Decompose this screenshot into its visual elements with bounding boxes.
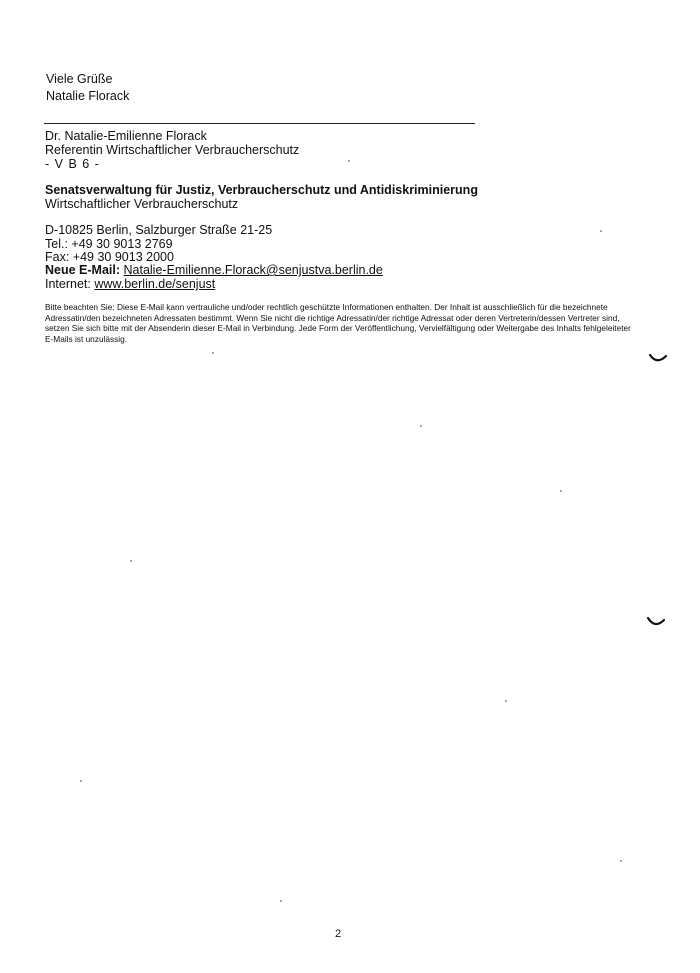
scan-speck bbox=[80, 780, 82, 782]
closing-greeting bbox=[46, 71, 129, 105]
email-link[interactable]: Natalie-Emilienne.Florack@senjustva.berlin.de bbox=[123, 263, 383, 277]
internet-link[interactable]: www.berlin.de/senjust bbox=[94, 277, 216, 291]
phone-value: +49 30 9013 2769 bbox=[71, 237, 173, 251]
scan-mark-icon bbox=[646, 614, 666, 630]
scan-speck bbox=[130, 560, 132, 562]
organization-title: Senatsverwaltung für Justiz, Verbraucherschutz und Antidiskriminierung bbox=[45, 183, 478, 197]
phone-label: Tel.: bbox=[45, 237, 68, 251]
fax-value: +49 30 9013 2000 bbox=[72, 250, 174, 264]
scan-speck bbox=[505, 700, 507, 702]
signature-role: Referentin Wirtschaftlicher Verbraucherschutz bbox=[45, 143, 300, 157]
contact-fax bbox=[45, 250, 174, 264]
signature-name: Dr. Natalie-Emilienne Florack bbox=[45, 129, 207, 143]
greeting-line: Viele Grüße bbox=[46, 72, 113, 86]
signature-divider bbox=[44, 123, 475, 124]
scan-speck bbox=[600, 230, 602, 232]
scan-speck bbox=[348, 160, 350, 162]
scan-speck bbox=[280, 900, 282, 902]
scan-mark-icon bbox=[648, 352, 668, 366]
greeting-name: Natalie Florack bbox=[46, 89, 130, 103]
scan-speck bbox=[420, 425, 422, 427]
confidentiality-disclaimer: Bitte beachten Sie: Diese E-Mail kann vertrauliche und/oder rechtlich geschützte Informationen enthalten. Der Inhalt ist ausschließlich für die bezeichnete Adressatin/den bezeichneten Adressaten bestimmt. Wenn Sie nicht die richtige Adressatin/der richtige Adressat oder deren Vertreterin/dessen Vertreter sind, setzen Sie sich bitte mit der Absenderin dieser E-Mail in Verbindung. Jede Form der Veröffentlichung, Vervielfältigung oder Weitergabe des Inhalts fehlgeleiteter E-Mails ist unzulässig. bbox=[45, 302, 631, 344]
organization-department: Wirtschaftlicher Verbraucherschutz bbox=[45, 197, 239, 211]
signature-unit-code: - V B 6 - bbox=[45, 157, 100, 171]
contact-address: D-10825 Berlin, Salzburger Straße 21-25 bbox=[45, 223, 273, 237]
scan-speck bbox=[212, 352, 214, 354]
contact-phone bbox=[45, 237, 173, 251]
email-label: Neue E-Mail: bbox=[45, 263, 121, 277]
contact-internet bbox=[45, 277, 215, 291]
scan-speck bbox=[620, 860, 622, 862]
internet-label: Internet: bbox=[45, 277, 91, 291]
page-number: 2 bbox=[335, 928, 342, 940]
contact-email bbox=[45, 263, 383, 277]
scan-speck bbox=[560, 490, 562, 492]
fax-label: Fax: bbox=[45, 250, 70, 264]
